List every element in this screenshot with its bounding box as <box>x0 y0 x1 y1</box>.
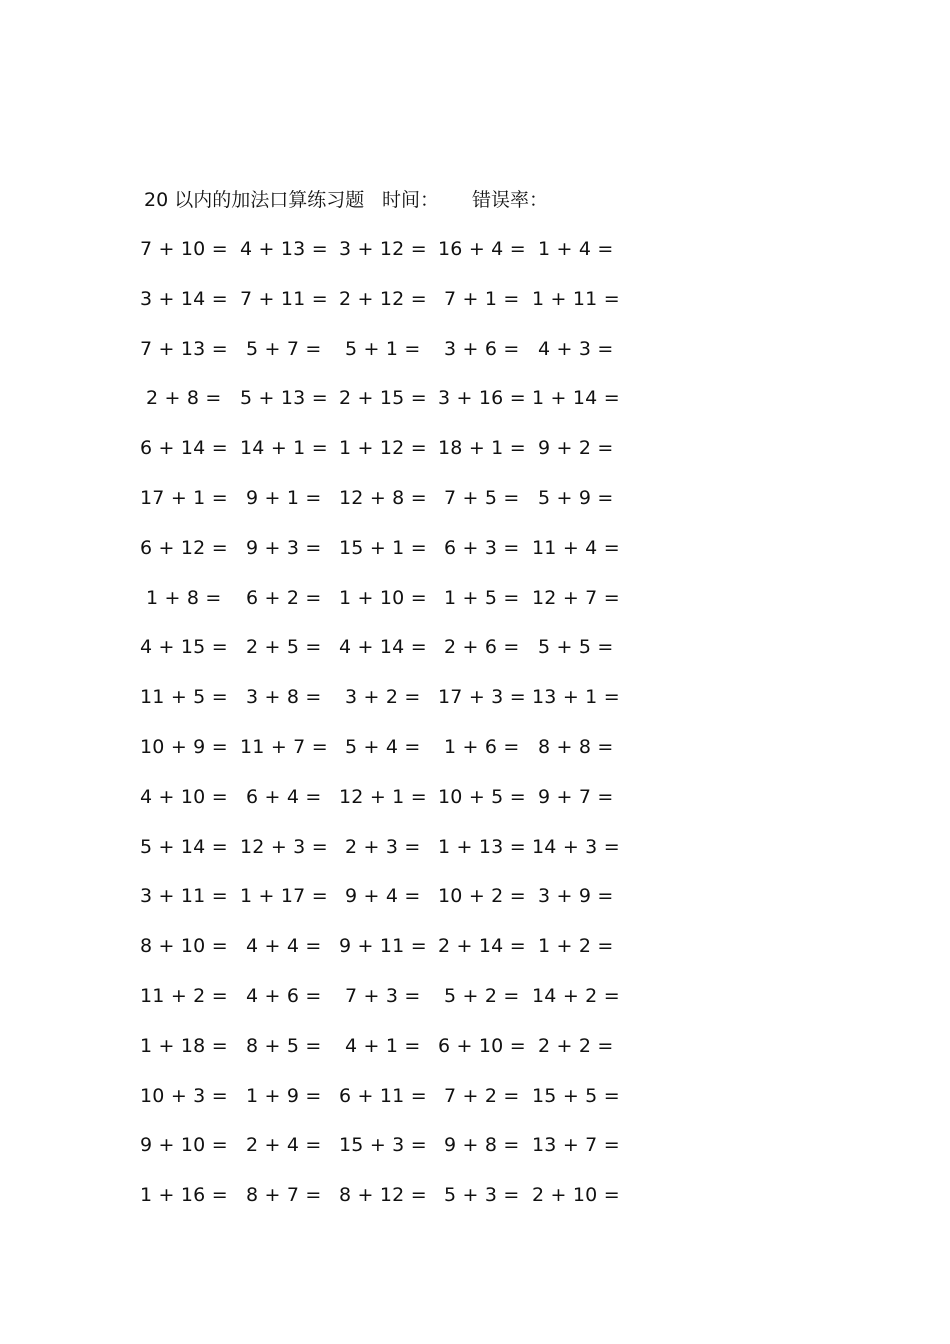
problem-item: 2 + 10 = <box>532 1184 620 1207</box>
problem-item: 2 + 14 = <box>438 935 526 958</box>
problem-item: 14 + 1 = <box>240 437 328 460</box>
problem-item: 3 + 11 = <box>140 885 228 908</box>
problem-item: 15 + 5 = <box>532 1084 620 1107</box>
problem-item: 13 + 7 = <box>532 1134 620 1157</box>
problem-item: 13 + 1 = <box>532 686 620 709</box>
problem-item: 6 + 14 = <box>140 437 228 460</box>
worksheet-title: 20 以内的加法口算练习题 <box>144 189 365 211</box>
problem-item: 7 + 13 = <box>140 337 228 360</box>
problem-item: 9 + 1 = <box>246 487 322 509</box>
problem-item: 12 + 7 = <box>532 586 620 609</box>
problem-item: 2 + 8 = <box>146 387 222 410</box>
problem-item: 8 + 5 = <box>246 1034 322 1057</box>
problem-item: 9 + 2 = <box>538 437 614 460</box>
problem-item: 6 + 12 = <box>140 536 228 559</box>
problem-item: 1 + 17 = <box>240 885 328 908</box>
problem-item: 11 + 5 = <box>140 686 228 709</box>
problem-item: 3 + 9 = <box>538 885 614 908</box>
problem-item: 10 + 9 = <box>140 736 228 758</box>
problem-item: 4 + 3 = <box>538 337 614 360</box>
problem-item: 14 + 2 = <box>532 985 620 1007</box>
problem-item: 1 + 6 = <box>444 736 520 758</box>
problem-item: 17 + 3 = <box>438 686 526 709</box>
problem-item: 12 + 1 = <box>339 785 427 808</box>
problem-item: 7 + 2 = <box>444 1084 520 1107</box>
problem-item: 4 + 14 = <box>339 636 427 659</box>
problem-item: 7 + 10 = <box>140 238 228 260</box>
problem-item: 9 + 7 = <box>538 785 614 808</box>
problem-item: 15 + 3 = <box>339 1134 427 1157</box>
problem-item: 9 + 4 = <box>345 885 421 908</box>
problem-item: 2 + 5 = <box>246 636 322 659</box>
problem-item: 5 + 2 = <box>444 985 520 1007</box>
problem-item: 1 + 12 = <box>339 437 427 460</box>
problem-item: 3 + 2 = <box>345 686 421 709</box>
problem-item: 1 + 5 = <box>444 586 520 609</box>
problem-item: 2 + 15 = <box>339 387 427 410</box>
problem-item: 14 + 3 = <box>532 835 620 858</box>
problem-item: 5 + 3 = <box>444 1184 520 1207</box>
problem-item: 4 + 10 = <box>140 785 228 808</box>
problem-item: 16 + 4 = <box>438 238 526 260</box>
problem-item: 2 + 2 = <box>538 1034 614 1057</box>
problem-item: 12 + 3 = <box>240 835 328 858</box>
problem-item: 2 + 4 = <box>246 1134 322 1157</box>
problem-item: 5 + 4 = <box>345 736 421 758</box>
problem-item: 7 + 5 = <box>444 487 520 509</box>
problem-item: 2 + 3 = <box>345 835 421 858</box>
problem-item: 15 + 1 = <box>339 536 427 559</box>
problem-item: 2 + 12 = <box>339 287 427 310</box>
problem-item: 1 + 8 = <box>146 586 222 609</box>
problem-item: 1 + 9 = <box>246 1084 322 1107</box>
problem-item: 3 + 16 = <box>438 387 526 410</box>
problem-item: 10 + 2 = <box>438 885 526 908</box>
problem-item: 6 + 3 = <box>444 536 520 559</box>
problem-item: 9 + 3 = <box>246 536 322 559</box>
problem-item: 4 + 6 = <box>246 985 322 1007</box>
problem-item: 7 + 1 = <box>444 287 520 310</box>
time-label: 时间： <box>382 189 440 211</box>
problem-item: 4 + 13 = <box>240 238 328 260</box>
problem-item: 5 + 13 = <box>240 387 328 410</box>
problem-item: 11 + 2 = <box>140 985 228 1007</box>
problem-item: 5 + 1 = <box>345 337 421 360</box>
problem-item: 11 + 4 = <box>532 536 620 559</box>
problem-item: 3 + 12 = <box>339 238 427 260</box>
problem-item: 6 + 10 = <box>438 1034 526 1057</box>
problem-item: 5 + 7 = <box>246 337 322 360</box>
problem-item: 6 + 2 = <box>246 586 322 609</box>
problem-item: 3 + 14 = <box>140 287 228 310</box>
error-rate-label: 错误率： <box>472 189 549 211</box>
problem-item: 6 + 11 = <box>339 1084 427 1107</box>
problem-item: 1 + 13 = <box>438 835 526 858</box>
problem-item: 8 + 8 = <box>538 736 614 758</box>
problem-item: 3 + 8 = <box>246 686 322 709</box>
problem-item: 2 + 6 = <box>444 636 520 659</box>
problem-item: 4 + 4 = <box>246 935 322 958</box>
problem-item: 1 + 10 = <box>339 586 427 609</box>
problem-item: 9 + 11 = <box>339 935 427 958</box>
problem-item: 8 + 7 = <box>246 1184 322 1207</box>
problem-item: 8 + 10 = <box>140 935 228 958</box>
problem-item: 1 + 2 = <box>538 935 614 958</box>
problem-item: 4 + 1 = <box>345 1034 421 1057</box>
problem-item: 1 + 11 = <box>532 287 620 310</box>
problem-item: 1 + 4 = <box>538 238 614 260</box>
problem-item: 10 + 3 = <box>140 1084 228 1107</box>
problem-item: 17 + 1 = <box>140 487 228 509</box>
problem-item: 5 + 5 = <box>538 636 614 659</box>
problem-item: 5 + 9 = <box>538 487 614 509</box>
problem-item: 18 + 1 = <box>438 437 526 460</box>
problem-item: 1 + 18 = <box>140 1034 228 1057</box>
problem-item: 6 + 4 = <box>246 785 322 808</box>
problem-item: 1 + 16 = <box>140 1184 228 1207</box>
problem-item: 9 + 10 = <box>140 1134 228 1157</box>
problem-item: 10 + 5 = <box>438 785 526 808</box>
problem-item: 7 + 3 = <box>345 985 421 1007</box>
problem-item: 7 + 11 = <box>240 287 328 310</box>
problem-item: 12 + 8 = <box>339 487 427 509</box>
problem-item: 4 + 15 = <box>140 636 228 659</box>
problem-item: 3 + 6 = <box>444 337 520 360</box>
problem-item: 5 + 14 = <box>140 835 228 858</box>
problem-item: 9 + 8 = <box>444 1134 520 1157</box>
problem-item: 11 + 7 = <box>240 736 328 758</box>
problem-item: 8 + 12 = <box>339 1184 427 1207</box>
problem-item: 1 + 14 = <box>532 387 620 410</box>
